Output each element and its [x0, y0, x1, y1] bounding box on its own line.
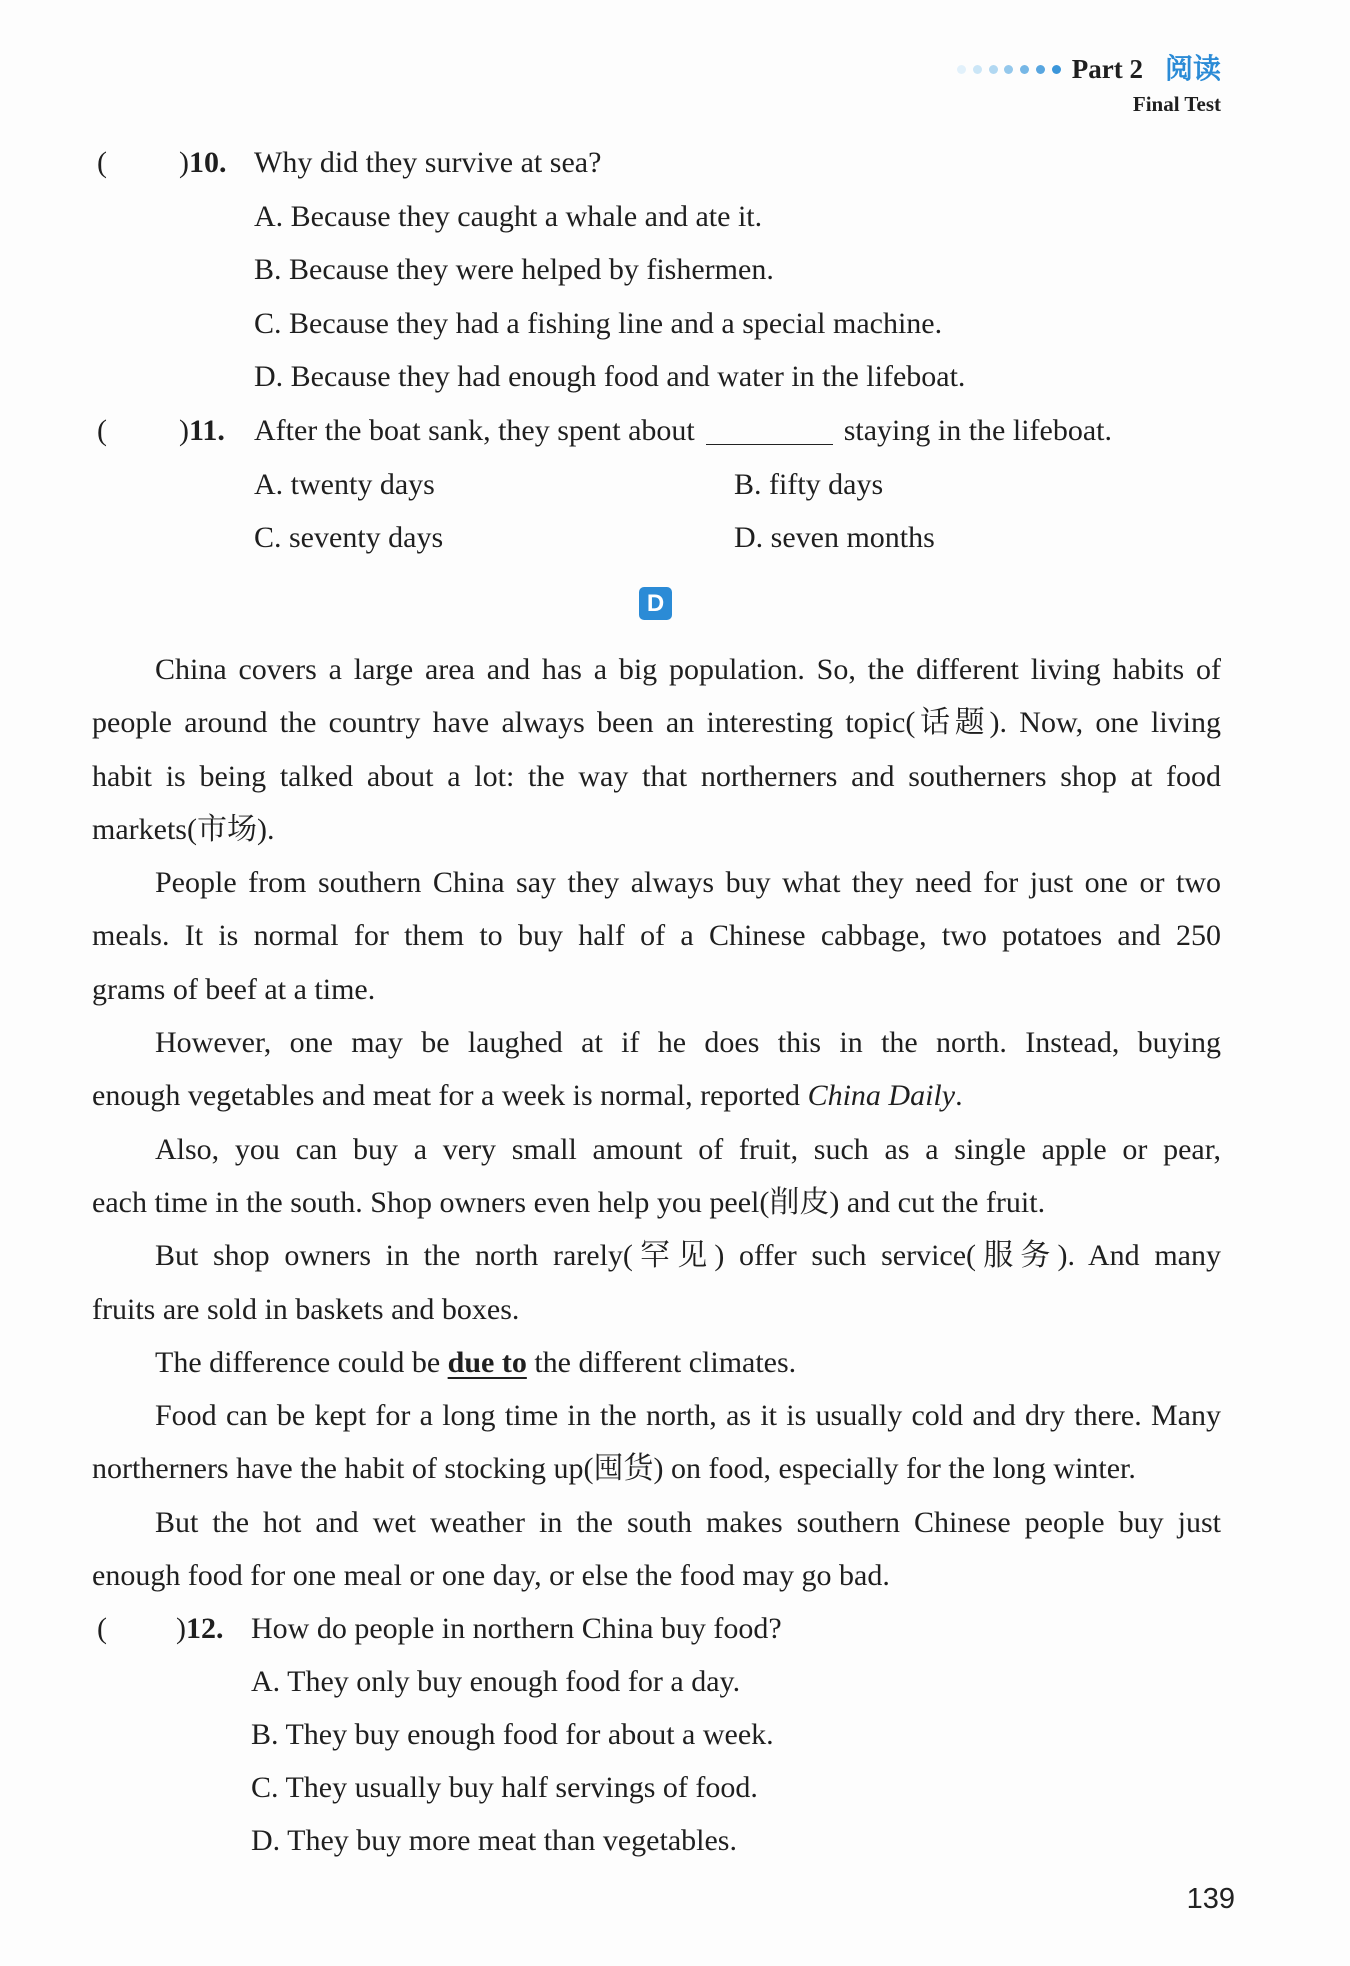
passage-line	[92, 1176, 1221, 1229]
passage-line	[92, 803, 1221, 856]
passage-line	[92, 1336, 1221, 1389]
page-number: 139	[1186, 1883, 1235, 1915]
key-phrase: due to	[447, 1345, 527, 1379]
answer-bracket-close: )	[179, 414, 189, 447]
text-run: But shop owners in the north rarely(罕见) offer such service(服务). And many	[155, 1239, 1221, 1273]
question-11	[0, 404, 1350, 458]
question-number	[179, 404, 225, 458]
text-run: fruits are sold in baskets and boxes.	[92, 1292, 520, 1326]
text-run: northerners have the habit of stocking up(囤货) on food, especially for the long winter.	[92, 1452, 1136, 1486]
text-run: China covers a large area and has a big population. So, the different living habits of	[155, 653, 1221, 686]
section-label: 阅读	[1164, 52, 1221, 85]
passage-paragraph	[92, 1229, 1221, 1336]
header-dot	[973, 65, 982, 74]
option-row	[0, 1655, 1350, 1708]
header-dot	[1052, 65, 1061, 74]
option-row	[0, 297, 1350, 351]
text-run: But the hot and wet weather in the south makes southern Chinese people buy just	[155, 1505, 1221, 1539]
question-stem: How do people in northern China buy food?	[251, 1611, 782, 1645]
question-number-value: 12.	[186, 1611, 224, 1645]
answer-bracket-open: (	[97, 1611, 107, 1645]
passage-line	[92, 909, 1221, 962]
text-run: Food can be kept for a long time in the north, as it is usually cold and dry there. Many	[155, 1399, 1221, 1433]
option-row	[0, 458, 1350, 512]
answer-bracket-open: (	[97, 414, 107, 447]
header-subtitle: Final Test	[1132, 92, 1221, 116]
option-row	[0, 1761, 1350, 1814]
stem-after-blank: staying in the lifeboat.	[843, 414, 1112, 447]
option-row	[0, 190, 1350, 244]
header-dot	[1036, 65, 1045, 74]
answer-bracket-close: )	[176, 1611, 186, 1645]
header-dot	[957, 65, 966, 74]
question-number	[176, 1602, 224, 1655]
option-row	[0, 511, 1350, 565]
option-row	[0, 1814, 1350, 1867]
header-dot	[1004, 65, 1013, 74]
text-run: each time in the south. Shop owners even help you peel(削皮) and cut the fruit.	[92, 1185, 1046, 1219]
text-run: habit is being talked about a lot: the way that northerners and southerners shop at food	[92, 759, 1221, 793]
question-number	[179, 136, 227, 190]
question-number-value: 10.	[189, 146, 227, 179]
text-run: .	[955, 1079, 963, 1113]
option-a: A. They only buy enough food for a day.	[251, 1664, 741, 1698]
option-row	[0, 350, 1350, 404]
page-header	[957, 52, 1221, 86]
passage-line	[92, 856, 1221, 909]
option-d: D. seven months	[734, 521, 935, 555]
question-number-value: 11.	[189, 414, 225, 447]
part-label: Part 2	[1071, 54, 1143, 84]
text-run: enough vegetables and meat for a week is normal, reported	[92, 1079, 808, 1113]
text-run: enough food for one meal or one day, or else the food may go bad.	[92, 1559, 890, 1593]
text-run: grams of beef at a time.	[92, 972, 376, 1006]
text-run: people around the country have always been an interesting topic(话题). Now, one living	[92, 706, 1221, 740]
passage-line	[92, 1442, 1221, 1495]
option-c: C. They usually buy half servings of food.	[251, 1771, 758, 1805]
header-dot	[989, 65, 998, 74]
passage-paragraph	[92, 643, 1221, 856]
option-b: B. fifty days	[734, 467, 884, 501]
passage-line	[92, 750, 1221, 803]
option-a: A. Because they caught a whale and ate it.	[254, 199, 763, 233]
passage-line	[92, 1389, 1221, 1442]
passage-line	[92, 1069, 1221, 1122]
stem-before-blank: After the boat sank, they spent about	[254, 414, 695, 447]
text-run: markets(市场).	[92, 812, 275, 846]
option-c: C. seventy days	[254, 521, 444, 555]
passage-line	[92, 1549, 1221, 1602]
text-run: meals. It is normal for them to buy half of a Chinese cabbage, two potatoes and 250	[92, 919, 1221, 953]
option-d: D. They buy more meat than vegetables.	[251, 1824, 737, 1858]
option-a: A. twenty days	[254, 467, 435, 501]
question-10	[0, 136, 1350, 190]
passage-line	[92, 1496, 1221, 1549]
answer-bracket-open: (	[97, 146, 107, 179]
passage-paragraph	[92, 1496, 1221, 1603]
text-run: However, one may be laughed at if he does this in the north. Instead, buying	[155, 1026, 1221, 1060]
passage-paragraph	[92, 1123, 1221, 1230]
passage-line	[92, 1123, 1221, 1176]
passage-line	[92, 1229, 1221, 1282]
option-b: B. Because they were helped by fishermen.	[254, 253, 774, 287]
text-run: The difference could be	[155, 1345, 448, 1379]
option-c: C. Because they had a fishing line and a special machine.	[254, 306, 943, 340]
option-row	[0, 1708, 1350, 1761]
question-stem	[254, 404, 1112, 458]
passage-line	[92, 963, 1221, 1016]
source-name: China Daily	[807, 1079, 956, 1113]
question-stem: Why did they survive at sea?	[254, 146, 602, 179]
header-dot	[1020, 65, 1029, 74]
passage-paragraph	[92, 1336, 1221, 1389]
answer-blank	[706, 443, 833, 445]
option-row	[0, 243, 1350, 297]
text-run: the different climates.	[526, 1345, 797, 1379]
header-dots	[957, 65, 1061, 74]
text-run: Also, you can buy a very small amount of fruit, such as a single apple or pear,	[155, 1132, 1221, 1166]
passage-line	[92, 696, 1221, 749]
passage-paragraph	[92, 1389, 1221, 1496]
question-12	[0, 1602, 1350, 1655]
passage-line	[92, 1016, 1221, 1069]
answer-bracket-close: )	[179, 146, 189, 179]
passage-line	[92, 1283, 1221, 1336]
section-badge: D	[639, 587, 672, 620]
option-d: D. Because they had enough food and water in the lifeboat.	[254, 360, 966, 394]
option-b: B. They buy enough food for about a week.	[251, 1718, 774, 1751]
passage-paragraph	[92, 856, 1221, 1016]
passage-line	[92, 643, 1221, 696]
passage-paragraph	[92, 1016, 1221, 1123]
text-run: People from southern China say they always buy what they need for just one or two	[155, 866, 1221, 900]
reading-passage	[92, 643, 1221, 1602]
